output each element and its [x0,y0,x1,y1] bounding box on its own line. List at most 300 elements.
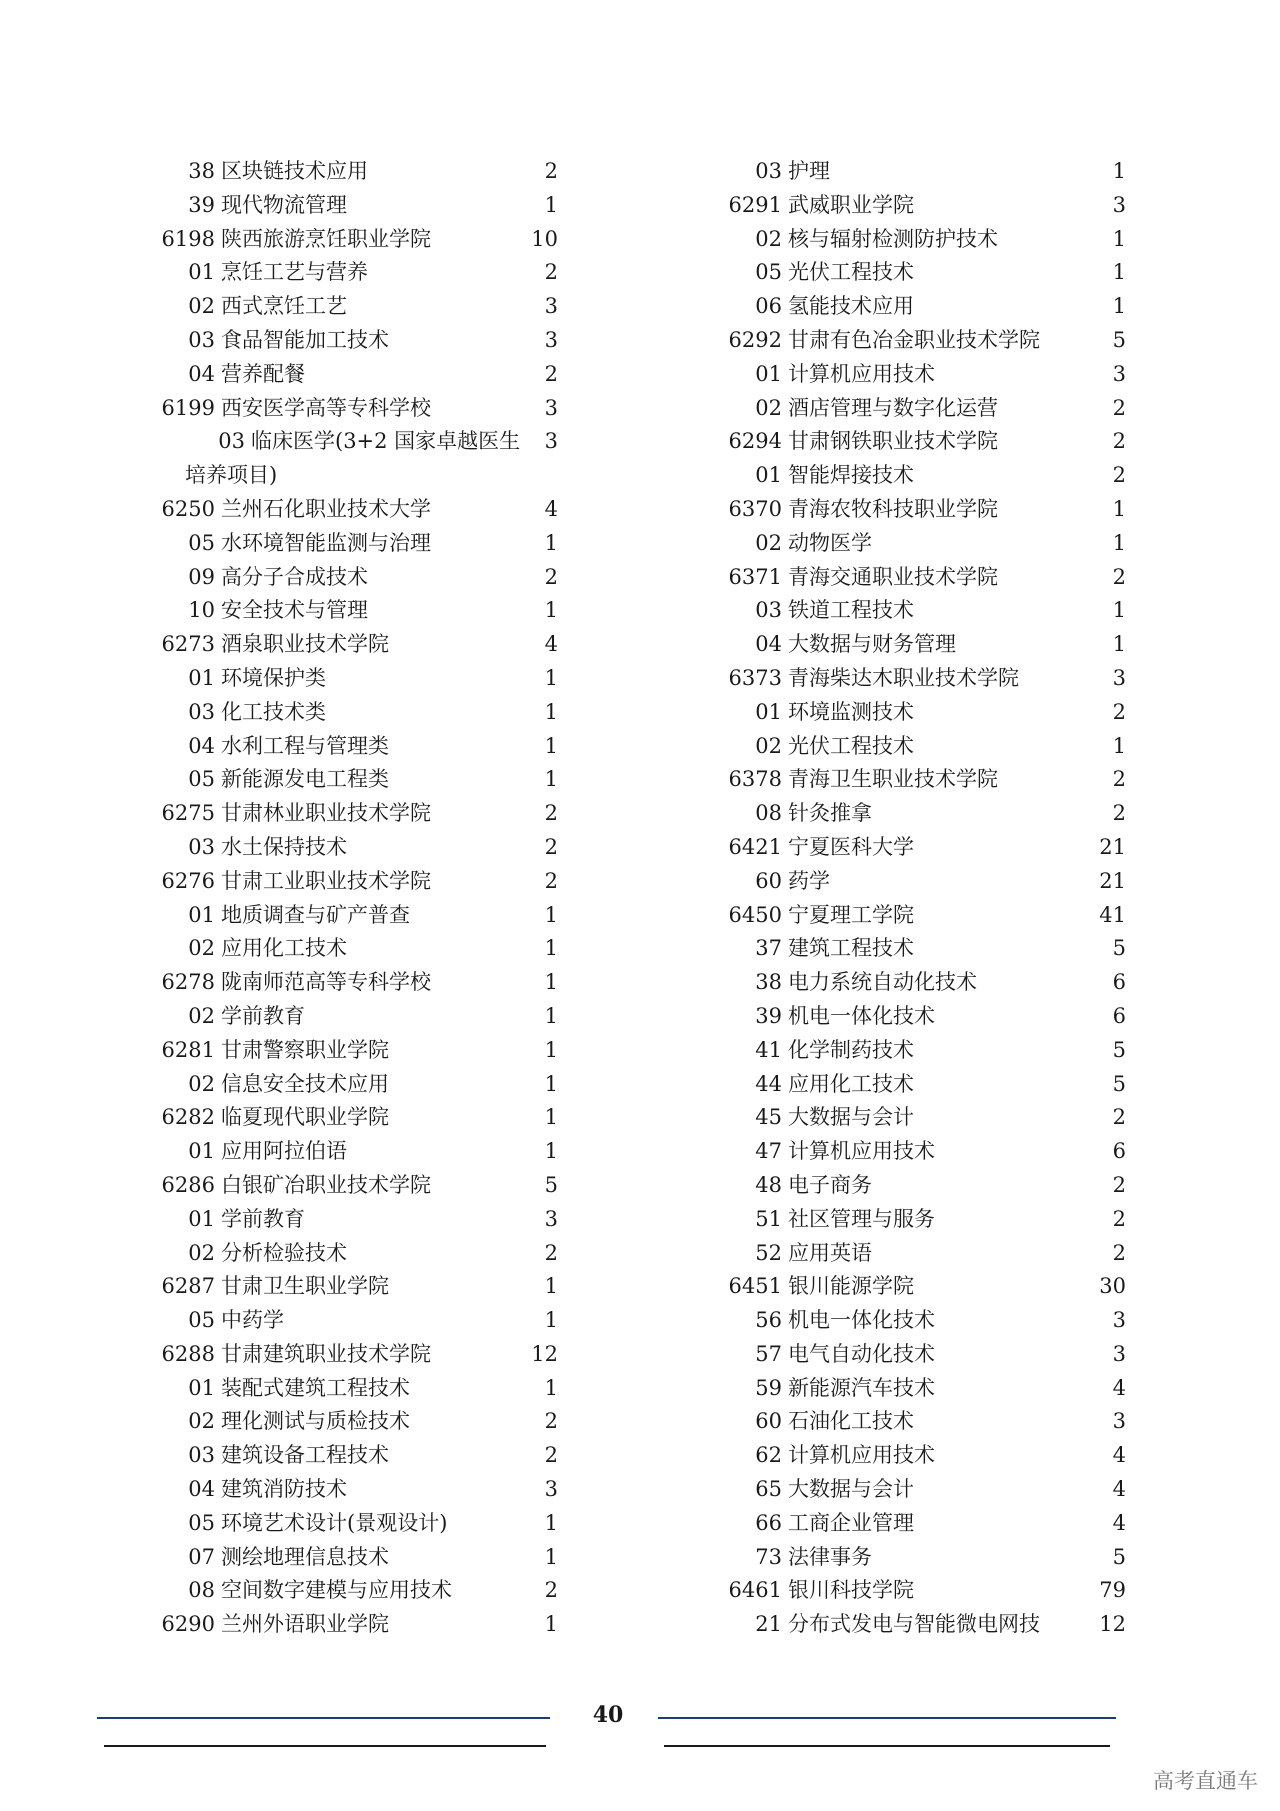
major-row [155,730,558,764]
plan-count: 3 [1112,1308,1126,1333]
major-name: 护理 [788,159,830,183]
major-name: 核与辐射检测防护技术 [788,226,998,251]
institution-code: 6278 [161,970,215,995]
major-name: 建筑设备工程技术 [221,1443,389,1468]
major-row [155,1507,558,1541]
institution-name: 银川科技学院 [788,1578,914,1603]
major-name: 计算机应用技术 [788,361,935,386]
plan-count: 2 [1112,1172,1126,1197]
major-code: 59 [755,1375,782,1400]
major-code: 01 [755,699,782,724]
major-row [722,1000,1126,1034]
major-row [722,459,1126,493]
institution-name: 武威职业学院 [788,192,914,217]
major-row [155,662,558,696]
plan-count: 1 [544,936,558,961]
institution-code: 6373 [728,665,782,690]
major-name: 药学 [788,868,830,893]
institution-code: 6273 [161,632,215,657]
plan-count: 5 [1112,327,1126,352]
major-row [155,696,558,730]
major-name: 新能源发电工程类 [221,767,389,792]
plan-count: 1 [544,1375,558,1400]
major-row [155,594,558,628]
major-row [722,1034,1126,1068]
major-row [722,628,1126,662]
institution-code: 6461 [728,1578,782,1603]
institution-code: 6451 [728,1274,782,1299]
plan-count: 3 [1112,1409,1126,1434]
major-code: 52 [755,1240,782,1265]
institution-code: 6370 [728,496,782,521]
major-code: 01 [755,463,782,488]
plan-count: 6 [1112,970,1126,995]
footer-rule-left-top [97,1717,550,1719]
major-name: 社区管理与服务 [788,1206,935,1231]
major-name: 信息安全技术应用 [221,1071,389,1096]
major-name: 电子商务 [788,1172,872,1197]
major-code: 08 [188,1578,215,1603]
major-row [155,1304,558,1338]
major-name: 法律事务 [788,1544,872,1569]
institution-row [722,662,1126,696]
major-row [722,1338,1126,1372]
major-code: 37 [755,936,782,961]
plan-count: 1 [544,1071,558,1096]
plan-count: 4 [1112,1510,1126,1535]
institution-code: 6281 [161,1037,215,1062]
institution-row [722,189,1126,223]
institution-row [155,966,558,1000]
major-code: 10 [188,598,215,623]
plan-count: 1 [544,1612,558,1637]
institution-code: 6250 [161,496,215,521]
major-row [722,1507,1126,1541]
plan-count: 12 [531,1341,558,1366]
institution-name: 甘肃工业职业技术学院 [221,868,431,893]
major-row [722,1203,1126,1237]
plan-count: 1 [544,1105,558,1130]
major-code: 05 [755,260,782,285]
institution-name: 青海交通职业技术学院 [788,564,998,589]
plan-count: 2 [1112,699,1126,724]
major-code: 02 [188,936,215,961]
major-row [722,392,1126,426]
plan-count: 4 [1112,1375,1126,1400]
left-column [155,155,558,1642]
plan-count: 1 [544,1544,558,1569]
institution-row [722,763,1126,797]
major-name: 电力系统自动化技术 [788,970,977,995]
major-name: 智能焊接技术 [788,463,914,488]
major-code: 05 [188,530,215,555]
major-name: 理化测试与质检技术 [221,1409,410,1434]
plan-count: 2 [1112,801,1126,826]
plan-count: 1 [544,902,558,927]
major-name: 环境监测技术 [788,699,914,724]
major-name: 工商企业管理 [788,1510,914,1535]
major-name: 环境艺术设计(景观设计) [221,1510,448,1535]
major-code: 04 [188,1477,215,1502]
plan-count: 2 [544,1409,558,1434]
plan-count: 41 [1099,902,1126,927]
major-row [155,324,558,358]
major-name: 中药学 [221,1308,284,1333]
plan-count: 1 [1112,530,1126,555]
major-row [155,932,558,966]
plan-count: 2 [1112,463,1126,488]
footer-rule-left-bottom [104,1745,546,1747]
major-code: 73 [755,1544,782,1569]
major-row [155,1135,558,1169]
institution-name: 甘肃有色冶金职业技术学院 [788,327,1040,352]
major-code: 01 [755,361,782,386]
institution-code: 6198 [161,226,215,251]
plan-count: 1 [1112,598,1126,623]
major-name: 大数据与财务管理 [788,632,956,657]
major-name: 装配式建筑工程技术 [221,1375,410,1400]
major-code: 21 [755,1612,782,1637]
institution-code: 6287 [161,1274,215,1299]
major-code: 02 [188,1409,215,1434]
major-code: 07 [188,1544,215,1569]
major-name: 动物医学 [788,530,872,555]
institution-code: 6421 [728,834,782,859]
major-code: 04 [188,361,215,386]
major-code: 03 [188,1443,215,1468]
plan-count: 1 [544,1274,558,1299]
plan-count: 2 [544,564,558,589]
major-code: 03 [218,429,245,454]
plan-count: 1 [1112,226,1126,251]
institution-code: 6291 [728,192,782,217]
plan-count: 3 [1112,192,1126,217]
plan-count: 2 [1112,1105,1126,1130]
major-code: 01 [188,902,215,927]
major-name: 营养配餐 [221,361,305,386]
plan-count: 2 [1112,1240,1126,1265]
major-code: 51 [755,1206,782,1231]
major-row [722,1304,1126,1338]
major-row [155,1439,558,1473]
institution-code: 6290 [161,1612,215,1637]
major-name: 化工技术类 [221,699,326,724]
major-row [155,290,558,324]
major-code: 02 [755,226,782,251]
major-name: 大数据与会计 [788,1105,914,1130]
major-code: 56 [755,1308,782,1333]
institution-name: 陇南师范高等专科学校 [221,970,431,995]
major-code: 04 [755,632,782,657]
institution-name: 宁夏医科大学 [788,834,914,859]
major-code: 02 [188,294,215,319]
plan-count: 30 [1099,1274,1126,1299]
plan-count: 79 [1099,1578,1126,1603]
major-name: 建筑工程技术 [788,936,914,961]
major-name: 新能源汽车技术 [788,1375,935,1400]
plan-count: 3 [1112,665,1126,690]
plan-count: 5 [1112,936,1126,961]
major-code: 41 [755,1037,782,1062]
institution-row [155,1101,558,1135]
major-code: 66 [755,1510,782,1535]
major-row [722,1608,1126,1642]
major-row [155,1237,558,1271]
institution-code: 6450 [728,902,782,927]
major-name: 食品智能加工技术 [221,327,389,352]
institution-code: 6282 [161,1105,215,1130]
major-code: 01 [188,1375,215,1400]
plan-count: 10 [531,226,558,251]
institution-code: 6276 [161,868,215,893]
plan-count: 21 [1099,868,1126,893]
major-code: 03 [755,159,782,183]
institution-name: 青海卫生职业技术学院 [788,767,998,792]
major-row [155,1541,558,1575]
major-name: 化学制药技术 [788,1037,914,1062]
institution-row [155,1338,558,1372]
major-code: 02 [188,1003,215,1028]
major-name: 西式烹饪工艺 [221,294,347,319]
plan-count: 1 [544,699,558,724]
plan-count: 4 [544,496,558,521]
institution-name: 临夏现代职业学院 [221,1105,389,1130]
major-code: 02 [188,1240,215,1265]
plan-count: 2 [544,1578,558,1603]
institution-name: 陕西旅游烹饪职业学院 [221,226,431,251]
major-row [722,1169,1126,1203]
major-code: 65 [755,1477,782,1502]
major-name: 铁道工程技术 [788,598,914,623]
major-code: 04 [188,733,215,758]
plan-count: 2 [1112,564,1126,589]
major-row [155,155,558,189]
plan-count: 1 [544,530,558,555]
major-name: 安全技术与管理 [221,598,368,623]
major-code: 05 [188,767,215,792]
major-code: 01 [188,1139,215,1164]
major-code: 39 [188,192,215,217]
institution-row [722,425,1126,459]
plan-count: 2 [544,1240,558,1265]
plan-count: 3 [544,429,558,454]
major-entry-wrap [185,425,525,493]
major-row [722,290,1126,324]
major-name: 应用化工技术 [221,936,347,961]
major-code: 01 [188,260,215,285]
plan-count: 1 [1112,260,1126,285]
plan-count: 2 [544,159,558,183]
institution-row [722,493,1126,527]
plan-count: 4 [1112,1443,1126,1468]
major-name: 烹饪工艺与营养 [221,260,368,285]
major-row [722,696,1126,730]
major-row [722,223,1126,257]
plan-count: 2 [544,834,558,859]
watermark-text: 高考直通车 [1153,1769,1258,1793]
major-code: 01 [188,1206,215,1231]
footer-rule-right-bottom [664,1745,1110,1747]
major-name: 光伏工程技术 [788,733,914,758]
plan-count: 2 [1112,1206,1126,1231]
major-row [722,594,1126,628]
major-name: 高分子合成技术 [221,564,368,589]
major-code: 02 [755,530,782,555]
major-row [722,1405,1126,1439]
plan-count: 1 [1112,294,1126,319]
institution-name: 青海柴达木职业技术学院 [788,665,1019,690]
plan-count: 1 [544,1003,558,1028]
institution-name: 甘肃卫生职业学院 [221,1274,389,1299]
major-row [722,865,1126,899]
major-name: 酒店管理与数字化运营 [788,395,998,420]
major-row [722,1473,1126,1507]
major-row [155,189,558,223]
major-code: 02 [755,395,782,420]
plan-count: 2 [544,801,558,826]
major-code: 03 [188,834,215,859]
major-code: 01 [188,665,215,690]
institution-row [155,628,558,662]
plan-count: 4 [544,632,558,657]
institution-name: 白银矿冶职业技术学院 [221,1172,431,1197]
major-name: 机电一体化技术 [788,1003,935,1028]
major-name: 区块链技术应用 [221,159,368,183]
major-row [722,966,1126,1000]
major-code: 47 [755,1139,782,1164]
major-code: 57 [755,1341,782,1366]
institution-name: 酒泉职业技术学院 [221,632,389,657]
institution-code: 6199 [161,395,215,420]
institution-name: 甘肃钢铁职业技术学院 [788,429,998,454]
major-code: 38 [188,159,215,183]
institution-name: 甘肃建筑职业技术学院 [221,1341,431,1366]
major-name: 学前教育 [221,1003,305,1028]
major-code: 06 [755,294,782,319]
plan-count: 1 [544,1139,558,1164]
institution-name: 银川能源学院 [788,1274,914,1299]
major-row [722,256,1126,290]
major-name: 水环境智能监测与治理 [221,530,431,555]
major-row [155,527,558,561]
plan-count: 21 [1099,834,1126,859]
major-row [722,797,1126,831]
institution-row [722,1270,1126,1304]
footer-rule-right-top [658,1717,1116,1719]
major-name: 水利工程与管理类 [221,733,389,758]
major-name: 机电一体化技术 [788,1308,935,1333]
plan-count: 2 [544,260,558,285]
institution-code: 6275 [161,801,215,826]
major-row [722,527,1126,561]
major-name: 计算机应用技术 [788,1139,935,1164]
institution-row [155,223,558,257]
institution-row [155,1608,558,1642]
major-row [155,358,558,392]
institution-name: 兰州外语职业学院 [221,1612,389,1637]
major-name: 应用英语 [788,1240,872,1265]
page-number: 40 [592,1702,624,1728]
plan-count: 1 [544,1037,558,1062]
plan-count: 2 [544,361,558,386]
major-name: 电气自动化技术 [788,1341,935,1366]
plan-count: 3 [544,327,558,352]
institution-row [722,1574,1126,1608]
major-row [155,1574,558,1608]
plan-count: 3 [1112,361,1126,386]
major-row [722,1237,1126,1271]
major-row [155,1372,558,1406]
major-row [155,1203,558,1237]
institution-row [155,1169,558,1203]
institution-row [722,831,1126,865]
plan-count: 1 [544,1308,558,1333]
plan-count: 3 [544,294,558,319]
major-code: 44 [755,1071,782,1096]
institution-row [155,493,558,527]
plan-count: 5 [544,1172,558,1197]
major-name: 现代物流管理 [221,192,347,217]
plan-count: 1 [544,767,558,792]
plan-count: 2 [544,1443,558,1468]
plan-count: 3 [544,1206,558,1231]
major-row [155,256,558,290]
major-code: 05 [188,1308,215,1333]
major-code: 02 [755,733,782,758]
plan-count: 1 [544,192,558,217]
major-row [722,1101,1126,1135]
major-row [155,425,558,493]
institution-row [722,324,1126,358]
major-name: 光伏工程技术 [788,260,914,285]
major-code: 39 [755,1003,782,1028]
major-code: 03 [188,327,215,352]
major-name: 水土保持技术 [221,834,347,859]
major-code: 03 [755,598,782,623]
institution-row [722,561,1126,595]
major-code: 62 [755,1443,782,1468]
plan-count: 3 [544,1477,558,1502]
major-code: 60 [755,1409,782,1434]
major-code: 48 [755,1172,782,1197]
institution-code: 6286 [161,1172,215,1197]
major-row [155,1473,558,1507]
major-code: 45 [755,1105,782,1130]
plan-count: 6 [1112,1003,1126,1028]
major-code: 60 [755,868,782,893]
major-row [722,1541,1126,1575]
institution-name: 甘肃警察职业学院 [221,1037,389,1062]
major-name: 应用化工技术 [788,1071,914,1096]
plan-count: 2 [1112,395,1126,420]
major-code: 05 [188,1510,215,1535]
institution-row [155,392,558,426]
major-name: 氢能技术应用 [788,294,914,319]
plan-count: 5 [1112,1544,1126,1569]
institution-code: 6378 [728,767,782,792]
plan-count: 2 [1112,767,1126,792]
plan-count: 2 [1112,429,1126,454]
institution-name: 宁夏理工学院 [788,902,914,927]
plan-count: 1 [544,733,558,758]
major-code: 38 [755,970,782,995]
major-row [722,1372,1126,1406]
plan-count: 1 [544,665,558,690]
major-name: 分布式发电与智能微电网技 [788,1612,1040,1637]
major-row [722,730,1126,764]
institution-name: 西安医学高等专科学校 [221,395,431,420]
major-code: 08 [755,801,782,826]
